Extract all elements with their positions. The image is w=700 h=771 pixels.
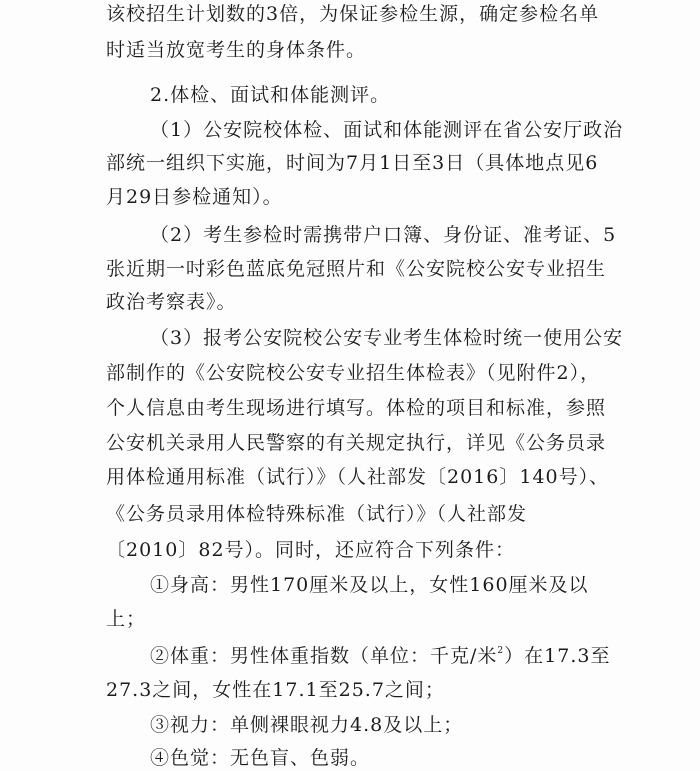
- text-line: （1）公安院校体检、面试和体能测评在省公安厅政治: [150, 119, 624, 141]
- list-item-vision: ③视力：单侧裸眼视力4.8及以上；: [150, 714, 464, 736]
- text-line: （3）报考公安院校公安专业考生体检时统一使用公安: [150, 327, 624, 349]
- text-line: 个人信息由考生现场进行填写。体检的项目和标准，参照: [106, 397, 607, 419]
- text-line: 上；: [106, 608, 147, 630]
- text-line: 月29日参检通知）。: [106, 186, 283, 208]
- text-line: （2）考生参检时需携带户口簿、身份证、准考证、5: [150, 224, 617, 246]
- section-heading: 2.体检、面试和体能测评。: [150, 84, 391, 106]
- superscript: 2: [497, 646, 505, 656]
- text-line: 部统一组织下实施，时间为7月1日至3日（具体地点见6: [106, 152, 599, 174]
- text-line: 〔2010〕82号）。同时，还应符合下列条件：: [106, 539, 516, 561]
- text-line: 张近期一吋彩色蓝底免冠照片和《公安院校公安专业招生: [106, 258, 607, 280]
- list-item-height: ①身高：男性170厘米及以上，女性160厘米及以: [150, 574, 589, 596]
- list-item-color-vision: ④色觉：无色盲、色弱。: [150, 747, 371, 769]
- text-line: 27.3之间，女性在17.1至25.7之间；: [106, 679, 445, 701]
- text-segment: ）在17.3至: [504, 645, 611, 667]
- text-line: 用体检通用标准（试行）》（人社部发〔2016〕140号）、: [106, 466, 610, 488]
- text-segment: ②体重：男性体重指数（单位：千克/米: [150, 645, 498, 667]
- list-item-weight: [150, 643, 610, 669]
- text-line: 公安机关录用人民警察的有关规定执行，详见《公务员录: [106, 432, 607, 454]
- text-line: 政治考察表》。: [106, 291, 237, 313]
- text-line: 《公务员录用体检特殊标准（试行）》（人社部发: [106, 503, 528, 525]
- text-line: 部制作的《公安院校公安专业招生体检表》（见附件2），: [106, 362, 601, 384]
- text-line: 时适当放宽考生的身体条件。: [106, 39, 367, 61]
- text-line: 该校招生计划数的3倍，为保证参检生源，确定参检名单: [106, 3, 600, 25]
